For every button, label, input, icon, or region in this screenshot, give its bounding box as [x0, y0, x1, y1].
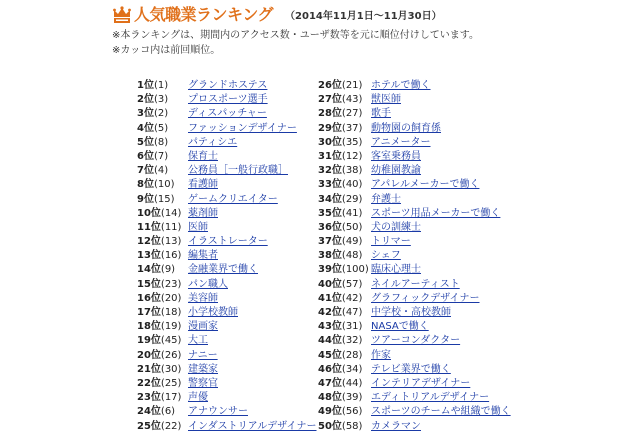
ranking-row	[318, 136, 511, 150]
previous-rank: (9)	[160, 264, 176, 276]
ranking-row	[318, 320, 511, 334]
job-link[interactable]: 犬の訓練士	[371, 221, 421, 233]
ranking-row	[318, 377, 511, 391]
job-link[interactable]: 保育士	[188, 150, 218, 162]
previous-rank: (41)	[341, 207, 363, 219]
previous-rank: (48)	[341, 250, 363, 262]
previous-rank: (40)	[341, 179, 363, 191]
job-link[interactable]: 声優	[188, 392, 208, 404]
rank-cell	[137, 122, 188, 136]
rank-number: 38位	[318, 250, 342, 262]
ranking-row	[137, 207, 317, 221]
job-link[interactable]: 小学校教師	[188, 307, 238, 318]
previous-rank: (50)	[341, 221, 363, 233]
previous-rank: (44)	[341, 377, 363, 389]
rank-number: 4位	[137, 122, 154, 134]
rank-number: 49位	[318, 406, 342, 418]
previous-rank: (23)	[160, 278, 182, 290]
rank-cell	[318, 164, 371, 178]
ranking-note: ※本ランキングは、期間内のアクセス数・ユーザ数等を元に順位付けしています。	[112, 30, 479, 41]
rank-number: 37位	[318, 236, 342, 248]
ranking-row	[318, 405, 511, 419]
ranking-row	[137, 334, 317, 348]
rank-cell	[137, 263, 188, 277]
job-link[interactable]: 臨床心理士	[371, 264, 421, 276]
ranking-row	[318, 221, 511, 235]
ranking-row	[137, 377, 317, 391]
previous-rank: (22)	[160, 420, 182, 432]
rank-cell	[137, 235, 188, 249]
rank-cell	[318, 320, 371, 334]
crown-icon	[112, 5, 132, 25]
previous-rank: (100)	[341, 264, 369, 276]
rank-cell	[137, 193, 188, 207]
ranking-row	[137, 306, 317, 320]
ranking-row	[318, 193, 511, 207]
ranking-row	[137, 122, 317, 136]
rank-cell	[137, 107, 188, 121]
ranking-row	[318, 349, 511, 363]
previous-rank: (8)	[153, 136, 169, 148]
ranking-row	[318, 334, 511, 348]
rank-cell	[137, 306, 188, 320]
ranking-row	[137, 349, 317, 363]
previous-rank: (2)	[153, 108, 169, 120]
rank-cell	[318, 278, 371, 292]
ranking-row	[137, 93, 317, 107]
rank-number: 46位	[318, 363, 342, 375]
job-link[interactable]: エディトリアルデザイナー	[371, 392, 490, 404]
rank-cell	[137, 79, 188, 93]
ranking-row	[318, 306, 511, 320]
rank-cell	[137, 363, 188, 377]
rank-cell	[318, 405, 371, 419]
previous-rank: (13)	[160, 236, 182, 248]
ranking-row	[318, 292, 511, 306]
ranking-period: （2014年11月1日～11月30日）	[285, 11, 442, 22]
ranking-row	[318, 93, 511, 107]
ranking-row	[318, 363, 511, 377]
rank-number: 15位	[137, 278, 161, 290]
rank-cell	[137, 334, 188, 348]
previous-rank: (4)	[153, 165, 169, 177]
ranking-row	[318, 420, 511, 434]
ranking-row	[318, 164, 511, 178]
job-link[interactable]: ホテルで働く	[371, 80, 431, 91]
rank-number: 2位	[137, 94, 154, 106]
job-link[interactable]: スポーツのチームや組織で働く	[371, 406, 511, 418]
job-link[interactable]: ゲームクリエイター	[188, 193, 278, 205]
previous-rank: (6)	[160, 406, 176, 418]
previous-rank: (30)	[160, 363, 182, 375]
ranking-row	[137, 420, 317, 434]
rank-number: 32位	[318, 165, 342, 177]
rank-number: 34位	[318, 193, 342, 205]
rank-cell	[137, 164, 188, 178]
rank-cell	[318, 193, 371, 207]
rank-cell	[318, 349, 371, 363]
previous-rank: (43)	[341, 94, 363, 106]
previous-rank: (42)	[341, 292, 363, 304]
rank-number: 40位	[318, 278, 342, 290]
rank-cell	[137, 349, 188, 363]
ranking-row	[318, 391, 511, 405]
previous-rank: (10)	[153, 179, 175, 191]
previous-rank: (31)	[341, 321, 363, 333]
previous-rank: (26)	[160, 349, 182, 361]
rank-number: 41位	[318, 292, 342, 304]
rank-number: 33位	[318, 179, 342, 191]
previous-rank: (7)	[153, 150, 169, 162]
previous-rank: (57)	[341, 278, 363, 290]
page-header	[112, 3, 442, 25]
previous-rank: (38)	[341, 165, 363, 177]
rank-cell	[137, 405, 188, 419]
rank-cell	[318, 136, 371, 150]
ranking-row	[137, 221, 317, 235]
ranking-row	[137, 79, 317, 93]
rank-cell	[318, 377, 371, 391]
job-link[interactable]: パン職人	[188, 278, 228, 290]
rank-number: 3位	[137, 108, 154, 120]
previous-rank: (35)	[341, 136, 363, 148]
ranking-row	[137, 178, 317, 192]
job-link[interactable]: グランドホステス	[188, 80, 268, 91]
job-link[interactable]: アパレルメーカーで働く	[371, 179, 480, 191]
rank-cell	[137, 292, 188, 306]
job-link[interactable]: イラストレーター	[188, 236, 268, 248]
rank-cell	[318, 122, 371, 136]
ranking-row	[137, 278, 317, 292]
job-link[interactable]: 獣医師	[371, 94, 401, 106]
previous-rank: (19)	[160, 321, 182, 333]
rank-cell	[137, 420, 188, 434]
ranking-list-right	[318, 79, 511, 434]
ranking-row	[137, 107, 317, 121]
previous-rank: (37)	[341, 122, 363, 134]
previous-rank: (49)	[341, 236, 363, 248]
job-link[interactable]: カメラマン	[371, 420, 421, 432]
job-link[interactable]: 客室乗務員	[371, 150, 421, 162]
previous-rank-note: ※カッコ内は前回順位。	[112, 45, 221, 56]
rank-number: 24位	[137, 406, 161, 418]
job-link[interactable]: 金融業界で働く	[188, 264, 258, 276]
rank-number: 31位	[318, 150, 342, 162]
rank-number: 50位	[318, 420, 342, 432]
rank-cell	[318, 107, 371, 121]
ranking-row	[137, 292, 317, 306]
rank-number: 26位	[318, 80, 342, 91]
previous-rank: (18)	[160, 307, 182, 318]
job-link[interactable]: 編集者	[188, 250, 218, 262]
rank-number: 36位	[318, 221, 342, 233]
rank-cell	[318, 221, 371, 235]
rank-number: 22位	[137, 377, 161, 389]
rank-cell	[137, 207, 188, 221]
job-link[interactable]: 警察官	[188, 377, 218, 389]
rank-number: 21位	[137, 363, 161, 375]
rank-cell	[137, 391, 188, 405]
ranking-row	[318, 278, 511, 292]
job-link[interactable]: 大工	[188, 335, 208, 347]
rank-number: 17位	[137, 307, 161, 318]
job-link[interactable]: 美容師	[188, 292, 218, 304]
previous-rank: (58)	[341, 420, 363, 432]
rank-number: 39位	[318, 264, 342, 276]
job-link[interactable]: パティシエ	[188, 136, 238, 148]
previous-rank: (11)	[160, 221, 182, 233]
rank-cell	[137, 320, 188, 334]
rank-number: 12位	[137, 236, 161, 248]
ranking-row	[318, 178, 511, 192]
job-link[interactable]: 歌手	[371, 108, 391, 120]
rank-number: 5位	[137, 136, 154, 148]
rank-number: 14位	[137, 264, 161, 276]
previous-rank: (25)	[160, 377, 182, 389]
ranking-list-left	[137, 79, 317, 434]
job-link[interactable]: スポーツ用品メーカーで働く	[371, 207, 501, 219]
ranking-row	[137, 136, 317, 150]
job-link[interactable]: 建築家	[188, 363, 218, 375]
job-link[interactable]: 弁護士	[371, 193, 401, 205]
rank-cell	[137, 93, 188, 107]
previous-rank: (12)	[341, 150, 363, 162]
ranking-row	[137, 363, 317, 377]
previous-rank: (21)	[341, 80, 363, 91]
ranking-row	[137, 391, 317, 405]
job-link[interactable]: トリマー	[371, 236, 411, 248]
job-link[interactable]: インテリアデザイナー	[371, 377, 471, 389]
rank-number: 42位	[318, 307, 342, 318]
rank-cell	[137, 150, 188, 164]
ranking-row	[318, 207, 511, 221]
rank-number: 27位	[318, 94, 342, 106]
previous-rank: (17)	[160, 392, 182, 404]
rank-cell	[318, 334, 371, 348]
rank-cell	[318, 235, 371, 249]
rank-cell	[318, 306, 371, 320]
rank-number: 20位	[137, 349, 161, 361]
previous-rank: (20)	[160, 292, 182, 304]
rank-number: 23位	[137, 392, 161, 404]
job-link[interactable]: ファッションデザイナー	[188, 122, 297, 134]
job-link[interactable]: 中学校・高校教師	[371, 307, 451, 318]
previous-rank: (28)	[341, 349, 363, 361]
rank-cell	[318, 79, 371, 93]
job-link[interactable]: テレビ業界で働く	[371, 363, 451, 375]
ranking-row	[137, 263, 317, 277]
rank-cell	[137, 221, 188, 235]
rank-cell	[137, 377, 188, 391]
ranking-row	[137, 249, 317, 263]
ranking-row	[137, 164, 317, 178]
job-link[interactable]: 公務員［一般行政職］	[188, 165, 288, 177]
previous-rank: (14)	[160, 207, 182, 219]
job-link[interactable]: グラフィックデザイナー	[371, 292, 480, 304]
ranking-row	[318, 107, 511, 121]
job-link[interactable]: ナニー	[188, 349, 218, 361]
rank-cell	[137, 178, 188, 192]
rank-number: 13位	[137, 250, 161, 262]
rank-cell	[318, 263, 371, 277]
rank-cell	[318, 420, 371, 434]
ranking-row	[137, 193, 317, 207]
previous-rank: (34)	[341, 363, 363, 375]
job-link[interactable]: アナウンサー	[188, 406, 248, 418]
ranking-row	[318, 79, 511, 93]
job-link[interactable]: 薬剤師	[188, 207, 218, 219]
rank-cell	[318, 391, 371, 405]
ranking-row	[318, 263, 511, 277]
rank-cell	[318, 207, 371, 221]
previous-rank: (47)	[341, 307, 363, 318]
job-link[interactable]: 動物園の飼育係	[371, 122, 441, 134]
job-link[interactable]: 医師	[188, 221, 208, 233]
page-title: 人気職業ランキング	[134, 5, 274, 24]
rank-cell	[318, 292, 371, 306]
job-link[interactable]: 作家	[371, 349, 391, 361]
rank-number: 7位	[137, 165, 154, 177]
previous-rank: (29)	[341, 193, 363, 205]
ranking-row	[137, 320, 317, 334]
previous-rank: (15)	[153, 193, 175, 205]
job-link[interactable]: アニメーター	[371, 136, 431, 148]
job-link[interactable]: 漫画家	[188, 321, 218, 333]
rank-number: 8位	[137, 179, 154, 191]
rank-number: 45位	[318, 349, 342, 361]
job-link[interactable]: 看護師	[188, 179, 218, 191]
rank-number: 47位	[318, 377, 342, 389]
previous-rank: (3)	[153, 94, 169, 106]
rank-number: 18位	[137, 321, 161, 333]
ranking-row	[318, 122, 511, 136]
ranking-row	[318, 249, 511, 263]
rank-number: 11位	[137, 221, 161, 233]
ranking-row	[137, 150, 317, 164]
previous-rank: (16)	[160, 250, 182, 262]
rank-cell	[137, 278, 188, 292]
job-link[interactable]: インダストリアルデザイナー	[188, 420, 317, 432]
rank-number: 29位	[318, 122, 342, 134]
rank-number: 28位	[318, 108, 342, 120]
job-link[interactable]: ツアーコンダクター	[371, 335, 461, 347]
ranking-row	[137, 405, 317, 419]
previous-rank: (1)	[153, 80, 169, 91]
rank-number: 10位	[137, 207, 161, 219]
rank-cell	[137, 249, 188, 263]
rank-number: 6位	[137, 150, 154, 162]
previous-rank: (27)	[341, 108, 363, 120]
job-link[interactable]: シェフ	[371, 250, 401, 262]
rank-cell	[318, 249, 371, 263]
rank-cell	[318, 363, 371, 377]
rank-number: 43位	[318, 321, 342, 333]
rank-cell	[318, 178, 371, 192]
rank-cell	[137, 136, 188, 150]
rank-cell	[318, 93, 371, 107]
previous-rank: (56)	[341, 406, 363, 418]
previous-rank: (45)	[160, 335, 182, 347]
job-link[interactable]: 幼稚園教諭	[371, 165, 421, 177]
previous-rank: (5)	[153, 122, 169, 134]
previous-rank: (39)	[341, 392, 363, 404]
rank-number: 30位	[318, 136, 342, 148]
job-link[interactable]: ディスパッチャー	[188, 108, 267, 120]
rank-number: 1位	[137, 80, 154, 91]
rank-number: 9位	[137, 193, 154, 205]
previous-rank: (32)	[341, 335, 363, 347]
rank-number: 35位	[318, 207, 342, 219]
rank-number: 25位	[137, 420, 161, 432]
rank-cell	[318, 150, 371, 164]
rank-number: 16位	[137, 292, 161, 304]
job-link[interactable]: NASAで働く	[371, 321, 429, 333]
ranking-row	[137, 235, 317, 249]
job-link[interactable]: プロスポーツ選手	[188, 94, 268, 106]
ranking-row	[318, 150, 511, 164]
job-link[interactable]: ネイルアーティスト	[371, 278, 460, 290]
rank-number: 44位	[318, 335, 342, 347]
rank-number: 19位	[137, 335, 161, 347]
ranking-row	[318, 235, 511, 249]
rank-number: 48位	[318, 392, 342, 404]
